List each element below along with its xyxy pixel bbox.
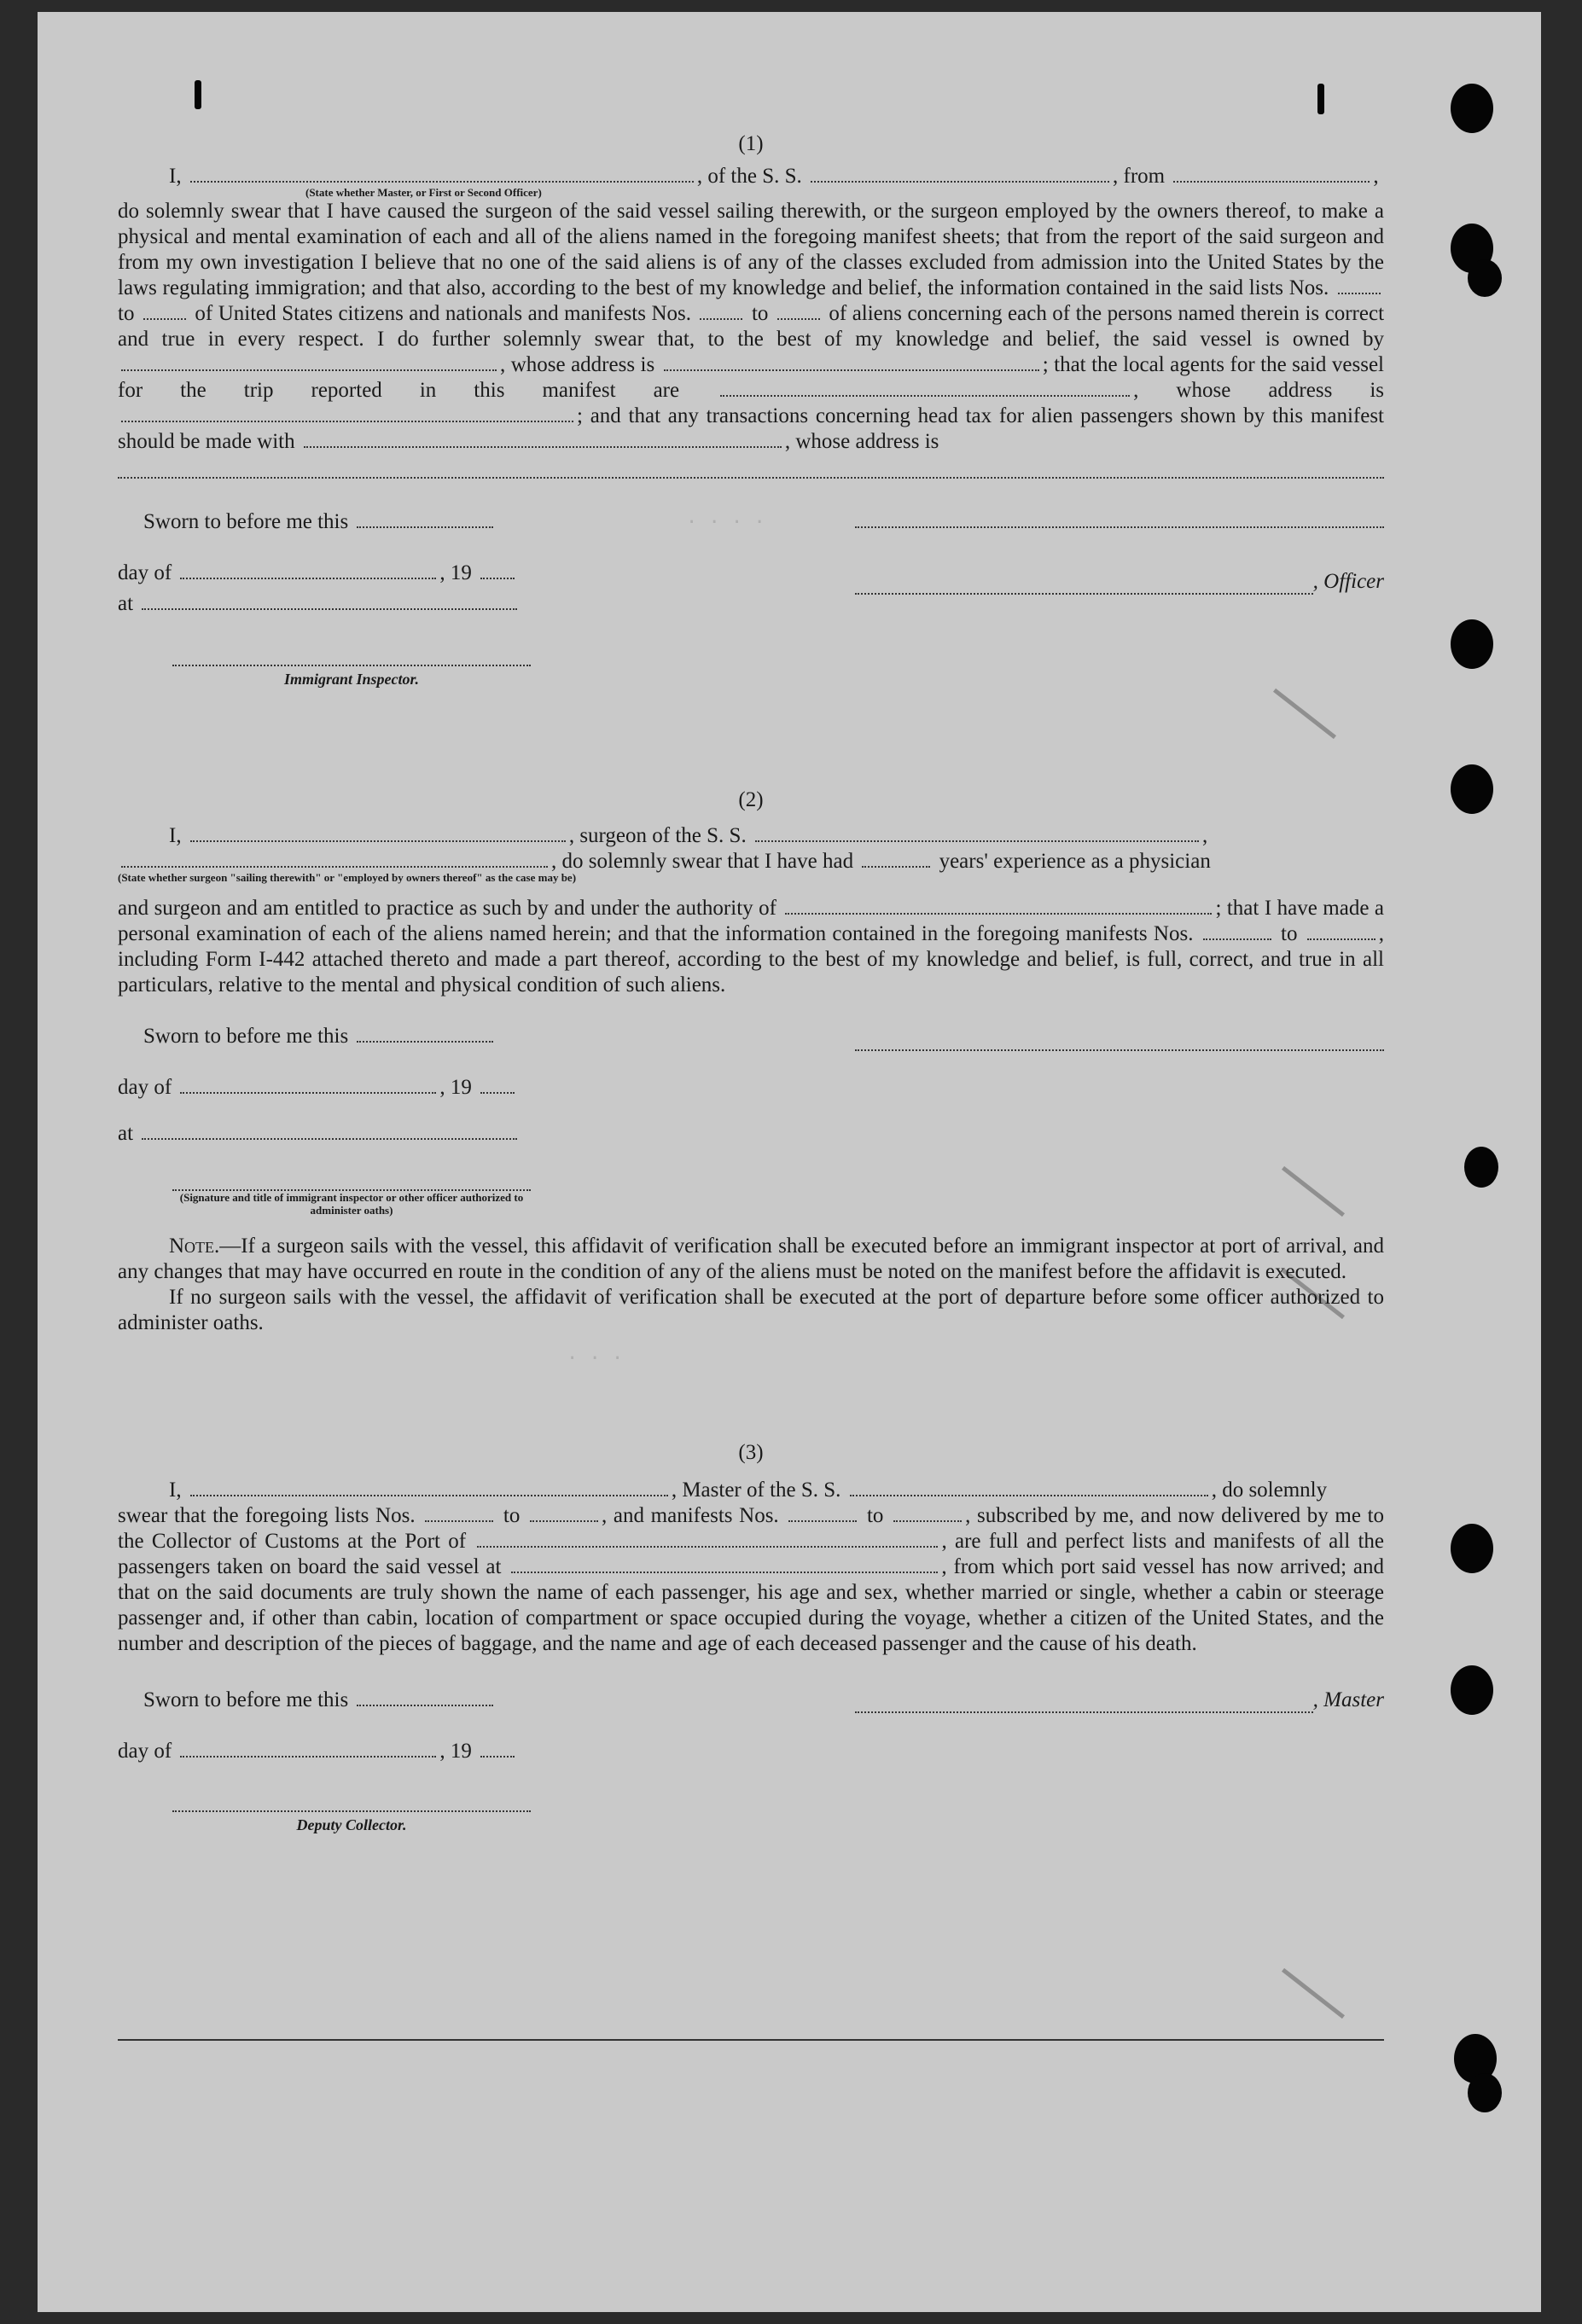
section-1-officer-title-field[interactable] [855, 576, 1313, 595]
port-of-embarkation-field[interactable] [511, 1554, 938, 1573]
section-2-note-b [118, 1285, 1384, 1336]
section-1-body-a: do solemnly swear that I have caused the surgeon of the said vessel sailing therewith, or the surgeon employed by the owners thereof, to make a physical and mental examination of each and all of the aliens named in the foregoing manifest sheets; that from the report of the said surgeon and from my own investigation I believe that no one of the said aliens is of any of the classes excluded from admission into the United States by the laws regulating immigration; and that also, according to the best of my knowledge and belief, the information contained in the said lists Nos. [118, 200, 1384, 299]
note-text-a: —If a surgeon sails with the vessel, this affidavit of verification shall be executed before an immigrant inspector at port of arrival, and any changes that may have occurred en route in the condition of any of the aliens must be noted on the manifest before the affidavit is executed. [118, 1235, 1384, 1283]
section-3-to-1: to [503, 1504, 521, 1527]
vessel-name-field[interactable] [811, 164, 1109, 183]
alien-manifest-to-field[interactable] [777, 301, 820, 320]
punch-hole [1468, 259, 1502, 297]
section-1-first-line: I, , of the S. S. , from , [169, 165, 1379, 188]
section-2-at: at [118, 1122, 134, 1145]
head-tax-party-field[interactable] [304, 429, 782, 448]
citizen-list-from-field[interactable] [1338, 276, 1381, 294]
section-3-sworn-day-field[interactable] [357, 1688, 493, 1706]
section-2-signatures [118, 1024, 1384, 1217]
section-3-vessel-field[interactable] [850, 1478, 1208, 1496]
section-2-signature-caption: (Signature and title of immigrant inspector or other officer authorized to administer oaths) [179, 1191, 524, 1217]
port-of-arrival-field[interactable] [477, 1529, 938, 1548]
section-3-list-from-field[interactable] [425, 1503, 493, 1522]
section-3-signatures [118, 1688, 1384, 1838]
punch-hole [1451, 619, 1493, 669]
immigrant-inspector-signature[interactable] [172, 648, 531, 666]
section-2-day-of: day of [118, 1076, 172, 1099]
section-2-i: I, [169, 824, 182, 847]
section-1-month-field[interactable] [180, 561, 436, 579]
section-3-sworn-block [118, 1688, 561, 1838]
section-3-number: (3) [738, 1441, 764, 1464]
section-2-surgeon-signature[interactable] [855, 1032, 1384, 1051]
punch-hole [1451, 1665, 1493, 1715]
section-2-officer-signature[interactable] [172, 1172, 531, 1191]
section-1-year-field[interactable] [480, 561, 515, 579]
surgeon-name-field[interactable] [190, 823, 566, 842]
agents-address-field[interactable] [121, 404, 573, 422]
section-3-body-c: , subscribed by me, and now delivered by me to the Collector of Customs at the Port of [118, 1504, 1385, 1553]
section-2-year-field[interactable] [480, 1075, 515, 1094]
tick-mark [1282, 1968, 1345, 2019]
section-1-body-c: of aliens concerning each of the persons named therein is correct and true in every respect. I do further solemnly swear that, to the best of my knowledge and belief, the said vessel is owned by [118, 302, 1385, 351]
section-2-body [118, 896, 1384, 998]
section-1-officer-block [855, 509, 1384, 595]
years-experience-field[interactable] [862, 849, 930, 868]
section-1-sworn-day-field[interactable] [357, 509, 493, 528]
punch-hole [1451, 1524, 1493, 1573]
officer-caption: (State whether Master, or First or Second Officer) [305, 186, 542, 199]
punch-hole [1451, 84, 1493, 133]
section-3-day-of: day of [118, 1740, 172, 1763]
section-1-body-b: of United States citizens and nationals and manifests Nos. [195, 302, 691, 325]
master-label: , Master [1312, 1688, 1384, 1711]
local-agents-field[interactable] [720, 378, 1130, 397]
deputy-collector-caption: Deputy Collector. [296, 1816, 407, 1833]
section-3-body-a: swear that the foregoing lists Nos. [118, 1504, 416, 1527]
section-1-of-ss: , of the S. S. [696, 165, 802, 188]
section-1-body-d: ; that the local agents for the said vessel for the trip reported in this manifest are [118, 353, 1385, 402]
head-tax-address-field[interactable] [118, 460, 1384, 479]
section-3-body-e: , from which port said vessel has now arrived; and that on the said documents are truly shown the name of each passenger, his age and sex, whether married or single, whether a cabin or steerage passenger and, if other than cabin, location of compartment or space occupied during the voyage, whether a citizen of the United States, and the number and description of the pieces of baggage, and the name and age of each deceased passenger and the cause of his death. [118, 1555, 1385, 1655]
section-3-master-block [855, 1688, 1384, 1713]
master-name-field[interactable] [190, 1478, 668, 1496]
section-3-body-d: , are full and perfect lists and manifests of all the passengers taken on board the said vessel at [118, 1530, 1385, 1578]
section-1-whose-address: whose address is [1176, 379, 1384, 402]
section-2-sworn: Sworn to before me this [143, 1025, 349, 1048]
section-3-list-to-field[interactable] [530, 1503, 598, 1522]
section-2-body-b: ; that I have made a personal examination of each of the aliens named herein; and that the information contained in the foregoing manifests Nos. [118, 897, 1385, 945]
note-label: Note. [169, 1235, 220, 1258]
section-3-month-field[interactable] [180, 1739, 436, 1758]
section-1-address-1: , whose address is [500, 353, 655, 376]
section-2-vessel-field[interactable] [755, 823, 1199, 842]
master-signature[interactable] [855, 1694, 1313, 1713]
section-1-i: I, [169, 165, 182, 188]
section-2-body-c: , including Form I-442 attached thereto and made a part thereof, according to the best of my knowledge and belief, is full, correct, and true in all particulars, relative to the mental and physical condition of such aliens. [118, 922, 1385, 996]
section-1-signatures [118, 509, 1384, 692]
section-1-officer-label: , Officer [1312, 570, 1384, 593]
section-1-day-of: day of [118, 561, 172, 584]
vessel-owner-field[interactable] [121, 352, 497, 371]
section-3-body-b: , and manifests Nos. [602, 1504, 779, 1527]
punch-hole [1451, 764, 1493, 814]
section-1-number: (1) [738, 132, 764, 155]
section-3-manifest-to-field[interactable] [893, 1503, 962, 1522]
section-2-year: , 19 [439, 1076, 472, 1099]
section-1-sworn: Sworn to before me this [143, 510, 349, 533]
section-2-swear: , do solemnly swear that I have had [551, 850, 854, 873]
section-1-body-d-end: , [1133, 379, 1139, 402]
section-1-sworn-block [118, 509, 561, 692]
section-2-body-a: and surgeon and am entitled to practice as such by and under the authority of [118, 897, 776, 920]
section-3-i: I, [169, 1479, 182, 1502]
section-1-place-field[interactable] [142, 591, 517, 610]
section-2-first-line: I, , surgeon of the S. S. , [169, 824, 1208, 847]
section-1-to-2: to [751, 302, 769, 325]
section-3-sworn: Sworn to before me this [143, 1688, 349, 1711]
citizen-list-to-field[interactable] [143, 301, 186, 320]
punch-hole [1317, 84, 1324, 114]
section-2-to: to [1281, 922, 1298, 945]
deputy-collector-signature[interactable] [172, 1793, 531, 1812]
section-1-at: at [118, 592, 134, 615]
bleed-through-mark: . . . [567, 1343, 624, 1364]
section-2-sworn-day-field[interactable] [357, 1024, 493, 1043]
section-1-year: , 19 [439, 561, 472, 584]
section-3-body [118, 1503, 1384, 1657]
departure-port-field[interactable] [1173, 164, 1370, 183]
section-3-do-solemnly: , do solemnly [1211, 1479, 1328, 1502]
section-3-first-line [118, 1478, 1384, 1503]
owner-address-field[interactable] [664, 352, 1039, 371]
section-2-month-field[interactable] [180, 1075, 436, 1094]
alien-manifest-from-field[interactable] [700, 301, 742, 320]
officer-name-field[interactable] [190, 164, 694, 183]
punch-hole [1468, 2073, 1502, 2112]
section-2-manifest-from-field[interactable] [1203, 921, 1271, 940]
practice-authority-field[interactable] [785, 896, 1212, 915]
section-1-body [118, 199, 1384, 455]
section-2-surgeon-signature-block [855, 1024, 1384, 1051]
section-2-surgeon-of-ss: , surgeon of the S. S. [568, 824, 747, 847]
surgeon-status-field[interactable] [121, 849, 548, 868]
bottom-rule [118, 2039, 1384, 2041]
section-1-to-1: to [118, 302, 135, 325]
section-2-place-field[interactable] [142, 1121, 517, 1140]
section-3-master-of-ss: , Master of the S. S. [671, 1479, 841, 1502]
immigrant-inspector-caption: Immigrant Inspector. [283, 671, 420, 688]
section-1-officer-signature[interactable] [855, 509, 1384, 528]
affidavit-content [118, 131, 1384, 1838]
section-3-year: , 19 [439, 1740, 472, 1763]
section-3-manifest-from-field[interactable] [788, 1503, 857, 1522]
section-2-manifest-to-field[interactable] [1307, 921, 1376, 940]
section-1-body-e: ; and that any transactions concerning head tax for alien passengers shown by this manifest should be made with [118, 404, 1384, 453]
bleed-through-mark: . . . . [686, 507, 765, 528]
section-2-note [118, 1234, 1384, 1285]
note-text-b: If no surgeon sails with the vessel, the affidavit of verification shall be executed at the port of departure before some officer authorized to administer oaths. [118, 1286, 1384, 1334]
document-page [38, 12, 1541, 2312]
punch-hole [195, 80, 201, 109]
section-2-number: (2) [738, 788, 764, 811]
punch-hole [1464, 1147, 1498, 1188]
section-1-from: , from [1113, 165, 1166, 188]
section-2-years: years' experience as a physician [939, 850, 1211, 873]
section-3-to-2: to [866, 1504, 884, 1527]
section-1-whose-end: , whose address is [784, 430, 939, 453]
section-3-year-field[interactable] [480, 1739, 515, 1758]
surgeon-caption: (State whether surgeon "sailing therewith" or "employed by owners thereof" as the case may be) [118, 871, 577, 884]
section-2-sworn-block [118, 1024, 561, 1217]
